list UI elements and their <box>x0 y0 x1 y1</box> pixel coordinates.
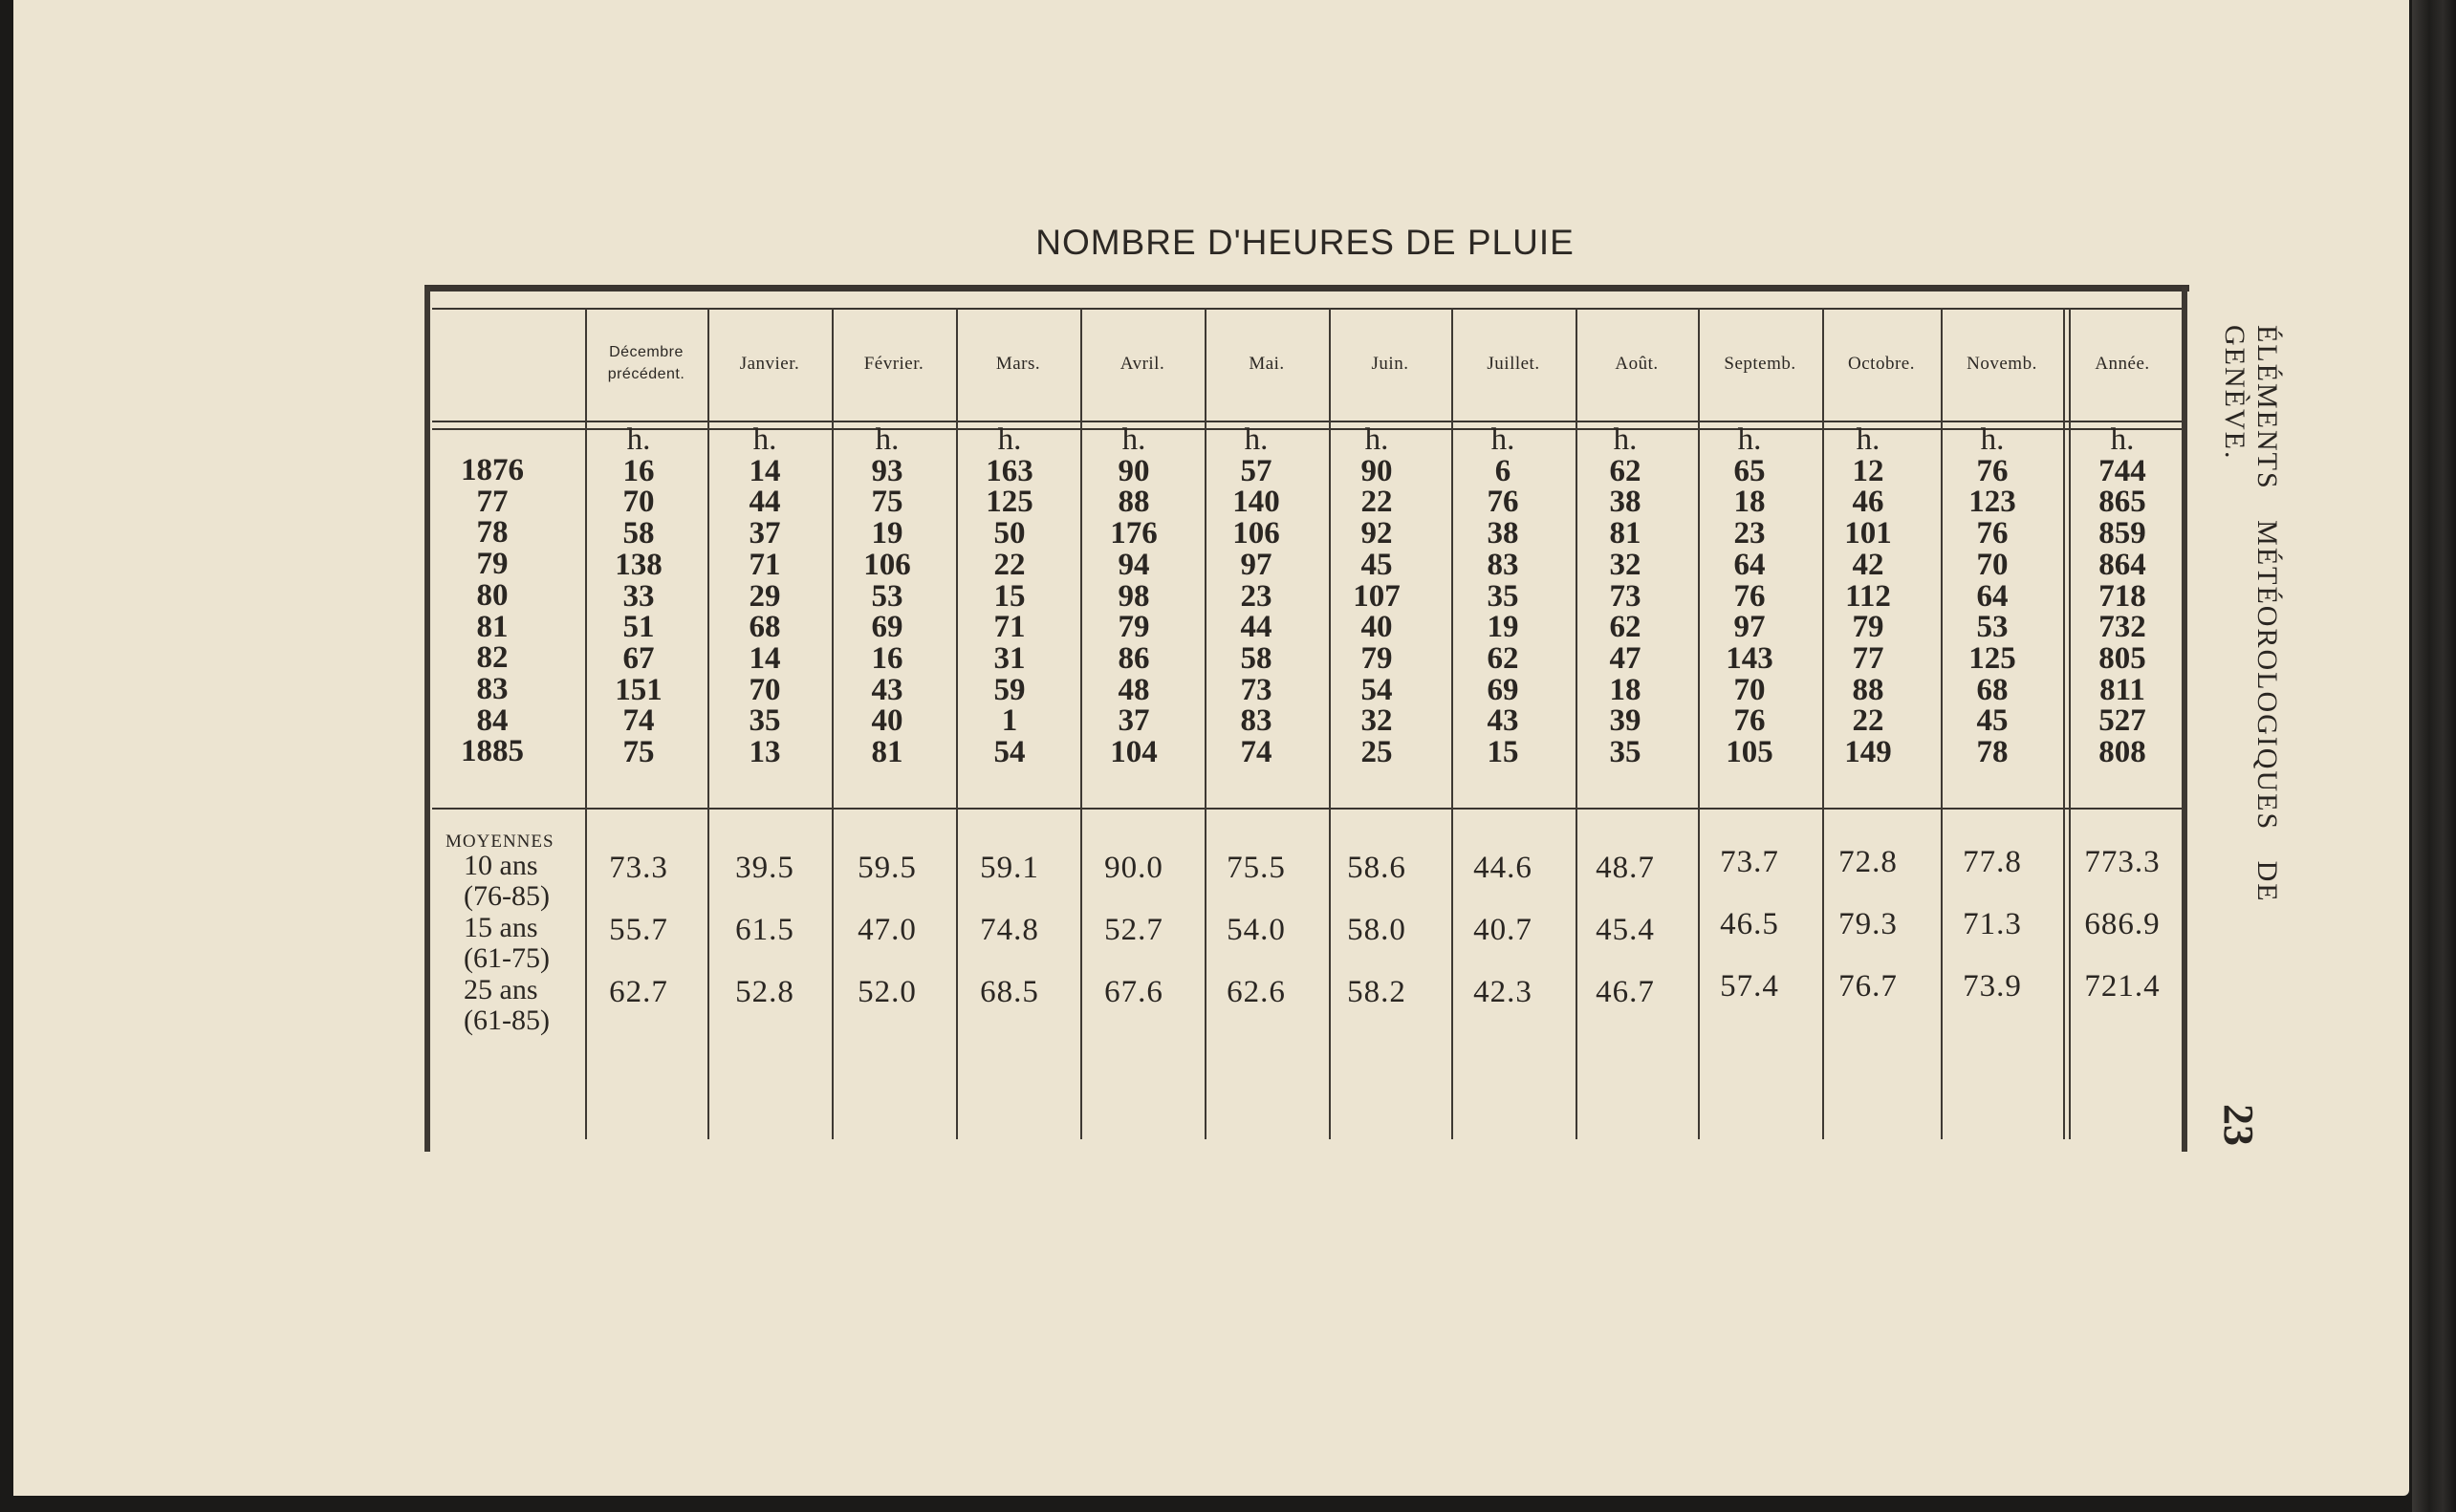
table-cell: 732 <box>2098 610 2146 645</box>
header-december-line2: précédent. <box>607 366 685 382</box>
page-title: NOMBRE D'HEURES DE PLUIE <box>1035 223 1575 262</box>
header-august: Août. <box>1615 353 1659 374</box>
average-value: 686.9 <box>2084 907 2161 941</box>
data-column <box>2075 424 2170 768</box>
average-value: 59.1 <box>980 851 1039 885</box>
year-label: 1876 <box>461 453 524 487</box>
table-cell: 176 <box>1110 516 1158 551</box>
table-cell: 37 <box>749 516 781 551</box>
header-january: Janvier. <box>739 353 800 374</box>
year-label: 77 <box>476 484 509 519</box>
table-cell: 123 <box>1968 485 2016 520</box>
table-cell: 90 <box>1360 453 1393 488</box>
header-may: Mai. <box>1249 353 1285 374</box>
average-value: 73.9 <box>1963 969 2022 1004</box>
period-name: 10 ans <box>464 850 538 881</box>
data-column <box>962 424 1057 768</box>
table-cell: 62 <box>1609 453 1641 488</box>
table-cell: 47 <box>1609 640 1641 676</box>
unit-label: h. <box>1856 422 1880 457</box>
header-rule-2 <box>432 428 2182 430</box>
table-cell: 43 <box>871 672 903 707</box>
year-label: 82 <box>476 640 509 676</box>
table-cell: 54 <box>1360 672 1393 707</box>
average-value: 58.0 <box>1347 913 1406 947</box>
table-cell: 79 <box>1852 610 1884 645</box>
average-value: 54.0 <box>1227 913 1286 947</box>
average-value: 90.0 <box>1104 851 1163 885</box>
table-cell: 45 <box>1976 703 2009 739</box>
average-value: 46.7 <box>1596 975 1655 1009</box>
table-cell: 64 <box>1976 578 2009 614</box>
average-value: 58.2 <box>1347 975 1406 1009</box>
table-cell: 125 <box>1968 640 2016 676</box>
table-cell: 79 <box>1118 610 1150 645</box>
table-top-border <box>424 285 2189 292</box>
table-cell: 22 <box>1852 703 1884 739</box>
header-october: Octobre. <box>1848 353 1915 374</box>
unit-label: h. <box>997 422 1022 457</box>
table-cell: 38 <box>1487 516 1519 551</box>
average-value: 46.5 <box>1720 907 1779 941</box>
header-june: Juin. <box>1371 353 1409 374</box>
average-value: 42.3 <box>1473 975 1532 1009</box>
table-cell: 104 <box>1110 735 1158 770</box>
table-cell: 859 <box>2098 516 2146 551</box>
table-cell: 92 <box>1360 516 1393 551</box>
average-value: 55.7 <box>609 913 668 947</box>
table-cell: 744 <box>2098 453 2146 488</box>
table-cell: 37 <box>1118 703 1150 739</box>
table-cell: 22 <box>993 547 1026 582</box>
table-cell: 97 <box>1733 610 1766 645</box>
year-label: 79 <box>476 547 509 582</box>
table-cell: 68 <box>1976 672 2009 707</box>
data-column <box>839 424 935 768</box>
table-cell: 76 <box>1733 703 1766 739</box>
table-cell: 79 <box>1360 640 1393 676</box>
average-value: 73.3 <box>609 851 668 885</box>
table-cell: 71 <box>993 610 1026 645</box>
average-value: 57.4 <box>1720 969 1779 1004</box>
table-cell: 35 <box>1487 578 1519 614</box>
average-value: 39.5 <box>735 851 794 885</box>
table-cell: 74 <box>1240 735 1272 770</box>
table-cell: 94 <box>1118 547 1150 582</box>
table-cell: 33 <box>622 578 655 614</box>
average-value: 73.7 <box>1720 845 1779 879</box>
table-cell: 865 <box>2098 485 2146 520</box>
table-cell: 38 <box>1609 485 1641 520</box>
table-cell: 106 <box>1232 516 1280 551</box>
table-cell: 42 <box>1852 547 1884 582</box>
table-cell: 73 <box>1240 672 1272 707</box>
table-right-border <box>2182 287 2187 1152</box>
header-november: Novemb. <box>1967 353 2037 374</box>
table-cell: 19 <box>871 516 903 551</box>
table-cell: 527 <box>2098 703 2146 739</box>
table-cell: 51 <box>622 610 655 645</box>
average-value: 52.8 <box>735 975 794 1009</box>
table-cell: 75 <box>622 735 655 770</box>
table-cell: 15 <box>993 578 1026 614</box>
average-value: 68.5 <box>980 975 1039 1009</box>
year-label: 80 <box>476 577 509 613</box>
table-cell: 125 <box>986 485 1033 520</box>
table-cell: 23 <box>1733 516 1766 551</box>
table-cell: 35 <box>749 703 781 739</box>
unit-label: h. <box>1980 422 2005 457</box>
table-cell: 57 <box>1240 453 1272 488</box>
average-value: 59.5 <box>858 851 917 885</box>
average-value: 61.5 <box>735 913 794 947</box>
header-march: Mars. <box>995 353 1041 374</box>
average-value: 45.4 <box>1596 913 1655 947</box>
year-label: 1885 <box>461 734 524 769</box>
year-labels <box>449 455 535 767</box>
data-column <box>1945 424 2040 768</box>
table-cell: 83 <box>1487 547 1519 582</box>
table-cell: 70 <box>622 485 655 520</box>
unit-label: h. <box>1364 422 1389 457</box>
table-cell: 48 <box>1118 672 1150 707</box>
unit-label: h. <box>1737 422 1762 457</box>
table-cell: 64 <box>1733 547 1766 582</box>
average-value: 72.8 <box>1838 845 1898 879</box>
table-cell: 40 <box>1360 610 1393 645</box>
data-column <box>1208 424 1304 768</box>
average-value: 773.3 <box>2084 845 2161 879</box>
data-column <box>1702 424 1797 768</box>
table-cell: 62 <box>1609 610 1641 645</box>
header-december-line1: Décembre <box>609 344 684 360</box>
unit-label: h. <box>1490 422 1515 457</box>
column-divider <box>1698 308 1700 1139</box>
table-cell: 77 <box>1852 640 1884 676</box>
table-cell: 75 <box>871 485 903 520</box>
average-value: 47.0 <box>858 913 917 947</box>
table-cell: 68 <box>749 610 781 645</box>
table-cell: 76 <box>1733 578 1766 614</box>
average-value: 44.6 <box>1473 851 1532 885</box>
column-divider <box>1451 308 1453 1139</box>
table-cell: 76 <box>1976 453 2009 488</box>
year-label: 84 <box>476 702 509 738</box>
header-rule-1 <box>432 421 2182 422</box>
table-top-rule <box>432 308 2182 310</box>
table-cell: 163 <box>986 453 1033 488</box>
table-cell: 22 <box>1360 485 1393 520</box>
header-september: Septemb. <box>1724 353 1796 374</box>
moyennes-label: MOYENNES <box>446 832 554 852</box>
table-cell: 83 <box>1240 703 1272 739</box>
column-divider <box>1080 308 1082 1139</box>
page-number: 23 <box>2215 1104 2262 1146</box>
table-cell: 53 <box>871 578 903 614</box>
header-april: Avril. <box>1119 353 1165 374</box>
average-value: 75.5 <box>1227 851 1286 885</box>
table-cell: 70 <box>1976 547 2009 582</box>
table-cell: 107 <box>1353 578 1401 614</box>
table-cell: 44 <box>1240 610 1272 645</box>
period-range: (61-75) <box>464 942 550 974</box>
unit-label: h. <box>752 422 777 457</box>
table-cell: 65 <box>1733 453 1766 488</box>
period-range: (61-85) <box>464 1004 550 1036</box>
running-title: ÉLÉMENTS MÉTÉOROLOGIQUES DE GENÈVE. <box>2219 325 2283 903</box>
table-cell: 808 <box>2098 735 2146 770</box>
table-cell: 53 <box>1976 610 2009 645</box>
data-column <box>1329 424 1424 768</box>
table-cell: 93 <box>871 453 903 488</box>
table-cell: 90 <box>1118 453 1150 488</box>
table-cell: 16 <box>622 453 655 488</box>
table-cell: 58 <box>622 516 655 551</box>
table-cell: 81 <box>1609 516 1641 551</box>
period-name: 25 ans <box>464 974 538 1005</box>
table-cell: 19 <box>1487 610 1519 645</box>
table-cell: 78 <box>1976 735 2009 770</box>
table-cell: 74 <box>622 703 655 739</box>
table-cell: 25 <box>1360 735 1393 770</box>
table-cell: 97 <box>1240 547 1272 582</box>
average-value: 40.7 <box>1473 913 1532 947</box>
unit-label: h. <box>2110 422 2135 457</box>
data-column <box>1455 424 1551 768</box>
average-value: 62.6 <box>1227 975 1286 1009</box>
column-divider <box>1941 308 1943 1139</box>
table-cell: 43 <box>1487 703 1519 739</box>
year-label: 78 <box>476 515 509 551</box>
table-cell: 14 <box>749 640 781 676</box>
data-column <box>1577 424 1673 768</box>
table-cell: 86 <box>1118 640 1150 676</box>
table-cell: 151 <box>615 672 663 707</box>
table-cell: 6 <box>1494 453 1511 488</box>
table-cell: 718 <box>2098 578 2146 614</box>
table-cell: 44 <box>749 485 781 520</box>
table-cell: 88 <box>1852 672 1884 707</box>
column-divider <box>1205 308 1206 1139</box>
table-cell: 105 <box>1726 735 1773 770</box>
unit-label: h. <box>875 422 900 457</box>
table-cell: 54 <box>993 735 1026 770</box>
column-divider <box>707 308 709 1139</box>
table-cell: 46 <box>1852 485 1884 520</box>
table-cell: 35 <box>1609 735 1641 770</box>
average-value: 721.4 <box>2084 969 2161 1004</box>
period-range: (76-85) <box>464 880 550 912</box>
table-cell: 69 <box>1487 672 1519 707</box>
table-cell: 73 <box>1609 578 1641 614</box>
average-value: 67.6 <box>1104 975 1163 1009</box>
table-cell: 70 <box>749 672 781 707</box>
data-column <box>1820 424 1916 768</box>
table-cell: 67 <box>622 640 655 676</box>
table-cell: 58 <box>1240 640 1272 676</box>
period-name: 15 ans <box>464 912 538 943</box>
average-value: 77.8 <box>1963 845 2022 879</box>
column-divider <box>2069 308 2071 1139</box>
unit-label: h. <box>1121 422 1146 457</box>
table-cell: 143 <box>1726 640 1773 676</box>
table-cell: 76 <box>1976 516 2009 551</box>
column-divider <box>956 308 958 1139</box>
year-label: 81 <box>476 609 509 644</box>
table-cell: 50 <box>993 516 1026 551</box>
average-value: 52.7 <box>1104 913 1163 947</box>
table-cell: 18 <box>1609 672 1641 707</box>
average-value: 52.0 <box>858 975 917 1009</box>
table-cell: 70 <box>1733 672 1766 707</box>
column-divider <box>832 308 834 1139</box>
table-cell: 81 <box>871 735 903 770</box>
header-february: Février. <box>863 353 924 374</box>
header-july: Juillet. <box>1487 353 1540 374</box>
table-cell: 69 <box>871 610 903 645</box>
table-cell: 45 <box>1360 547 1393 582</box>
table-cell: 59 <box>993 672 1026 707</box>
table-cell: 76 <box>1487 485 1519 520</box>
average-value: 58.6 <box>1347 851 1406 885</box>
unit-label: h. <box>1244 422 1269 457</box>
table-cell: 106 <box>863 547 911 582</box>
table-cell: 13 <box>749 735 781 770</box>
year-label: 83 <box>476 671 509 706</box>
average-value: 79.3 <box>1838 907 1898 941</box>
table-cell: 12 <box>1852 453 1884 488</box>
table-left-border <box>424 287 430 1152</box>
average-value: 48.7 <box>1596 851 1655 885</box>
header-december <box>585 336 707 390</box>
table-cell: 140 <box>1232 485 1280 520</box>
table-cell: 62 <box>1487 640 1519 676</box>
data-column <box>591 424 686 768</box>
table-cell: 1 <box>1001 703 1018 739</box>
average-value: 62.7 <box>609 975 668 1009</box>
column-divider <box>585 308 587 1139</box>
average-value: 76.7 <box>1838 969 1898 1004</box>
table-cell: 811 <box>2099 672 2145 707</box>
table-cell: 29 <box>749 578 781 614</box>
table-cell: 71 <box>749 547 781 582</box>
table-cell: 864 <box>2098 547 2146 582</box>
table-cell: 32 <box>1609 547 1641 582</box>
header-year: Année. <box>2095 353 2150 374</box>
unit-label: h. <box>1613 422 1638 457</box>
column-divider <box>2063 308 2065 1139</box>
unit-label: h. <box>626 422 651 457</box>
moyennes-rule <box>432 808 2182 810</box>
data-column <box>717 424 813 768</box>
table-cell: 18 <box>1733 485 1766 520</box>
table-cell: 149 <box>1844 735 1892 770</box>
table-cell: 32 <box>1360 703 1393 739</box>
table-cell: 138 <box>615 547 663 582</box>
book-binding-edge <box>2412 0 2456 1512</box>
table-cell: 112 <box>1845 578 1891 614</box>
table-cell: 805 <box>2098 640 2146 676</box>
table-cell: 101 <box>1844 516 1892 551</box>
table-cell: 16 <box>871 640 903 676</box>
table-cell: 14 <box>749 453 781 488</box>
table-cell: 40 <box>871 703 903 739</box>
table-cell: 39 <box>1609 703 1641 739</box>
average-value: 71.3 <box>1963 907 2022 941</box>
average-value: 74.8 <box>980 913 1039 947</box>
table-cell: 31 <box>993 640 1026 676</box>
table-cell: 98 <box>1118 578 1150 614</box>
table-cell: 88 <box>1118 485 1150 520</box>
table-cell: 23 <box>1240 578 1272 614</box>
table-cell: 15 <box>1487 735 1519 770</box>
data-column <box>1086 424 1182 768</box>
